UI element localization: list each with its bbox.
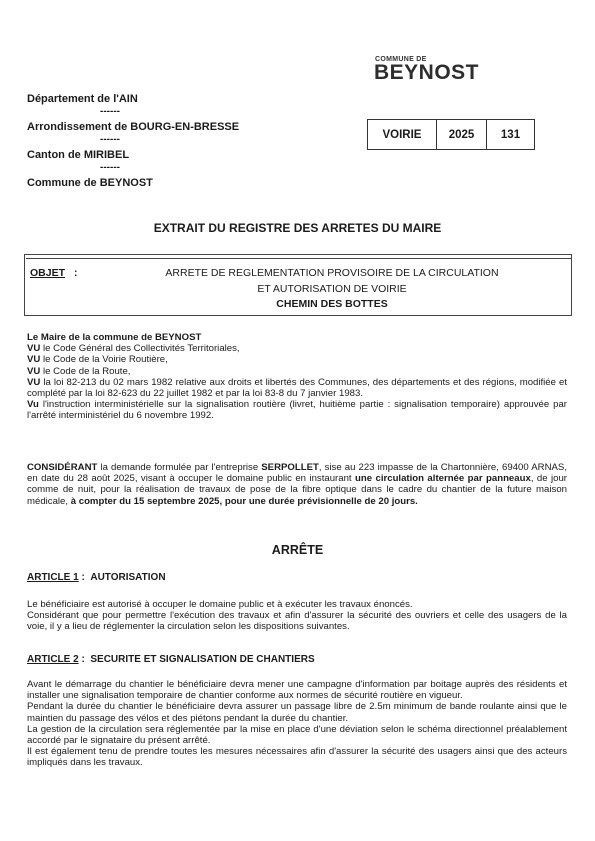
- reference-type: VOIRIE: [368, 120, 437, 149]
- considerant-paragraph: [27, 462, 567, 507]
- considerant-text: , sise au 223 impasse de la Chartonnière, 69400 ARNAS, en date du 28 août 2025, visant à occuper le domaine public en instaurant: [27, 462, 567, 485]
- considerant-emphasis: une circulation alternée par panneaux: [355, 473, 531, 485]
- considerant-text: , de jour comme de nuit, pour la réalisation de travaux de pose de la fibre optique dans le cadre du chantier de la future maison médicale,: [27, 473, 567, 507]
- article-2-heading: [27, 654, 315, 665]
- vu-text: le Code Général des Collectivités Territoriales,: [43, 343, 240, 355]
- vu-text: le Code de la Voirie Routière,: [43, 354, 168, 366]
- article-2-p4: Il est également tenu de prendre toutes les mesures nécessaires afin d'assurer la sécurité des usagers ainsi que des acteurs impliqués dans les travaux.: [27, 746, 567, 769]
- header-departement: Département de l'AIN: [27, 93, 138, 105]
- document-title: EXTRAIT DU REGISTRE DES ARRETES DU MAIRE: [153, 221, 442, 235]
- article-2-p2: Pendant la durée du chantier le bénéficiaire devra assurer un passage libre de 2.5m minimum de bande roulante ainsi que le maintien du passage des vélos et des piétons pendant la durée du chantier.: [27, 701, 567, 724]
- article-1-p2: Considérant que pour permettre l'exécution des travaux et afin d'assurer la sécurité des ouvriers et celle des usagers de la voie, il y a lieu de réglementer la circulation selon les dispositions suivantes.: [27, 610, 567, 633]
- article-1-body: [27, 599, 567, 633]
- vu-text: l'instruction interministérielle sur la signalisation routière (livret, huitième partie : signalisation temporaire) approuvée par l'arrêté interministériel du 6 novembre 1992.: [27, 399, 567, 422]
- objet-line-1: ARRETE DE REGLEMENTATION PROVISOIRE DE LA CIRCULATION: [165, 267, 499, 279]
- vu-label: VU: [27, 354, 41, 366]
- considerant-label: CONSIDÉRANT: [27, 462, 98, 473]
- reference-box: [367, 119, 535, 150]
- article-1-label: ARTICLE 1: [27, 572, 79, 583]
- vu-label: VU: [27, 376, 41, 388]
- vu-label: VU: [27, 365, 41, 377]
- vu-line: [27, 343, 567, 354]
- arrete-heading: ARRÊTE: [271, 543, 324, 557]
- article-2-sep: :: [81, 654, 85, 665]
- objet-colon: :: [74, 267, 78, 279]
- header-arrondissement: Arrondissement de BOURG-EN-BRESSE: [27, 121, 240, 133]
- article-1-sep: :: [81, 572, 85, 583]
- article-1-title: AUTORISATION: [90, 572, 166, 583]
- header-separator: ------: [100, 106, 120, 117]
- vu-text: le Code de la Route,: [43, 365, 131, 377]
- considerant-text: la demande formulée par l'entreprise: [100, 462, 259, 473]
- vu-line: [27, 366, 567, 377]
- article-1-heading: [27, 572, 166, 583]
- company-name: SERPOLLET: [261, 462, 319, 473]
- vu-label: VU: [27, 343, 41, 355]
- article-2-label: ARTICLE 2: [27, 654, 79, 665]
- preamble: [27, 332, 567, 422]
- vu-line: [27, 399, 567, 421]
- vu-line: [27, 377, 567, 399]
- objet-top-rule: [26, 258, 571, 259]
- vu-line: [27, 354, 567, 365]
- logo-caption: COMMUNE DE: [375, 56, 427, 63]
- article-1-p1: Le bénéficiaire est autorisé à occuper le domaine public et à exécuter les travaux énoncés.: [27, 599, 413, 610]
- header-commune: Commune de BEYNOST: [27, 177, 153, 189]
- header-canton: Canton de MIRIBEL: [27, 149, 130, 161]
- reference-number: 131: [500, 128, 521, 141]
- vu-text: la loi 82-213 du 02 mars 1982 relative aux droits et libertés des Communes, des départements et des régions, modifiée et complété par la loi 82-623 du 22 juillet 1982 et par la loi 83-8 du 7 janvier 1983.: [27, 376, 567, 400]
- article-2-p3: La gestion de la circulation sera réglementée par la mise en place d'une déviation selon le schéma directionnel préalablement accordé par le signataire du présent arrêté.: [27, 723, 567, 747]
- vu-label: Vu: [27, 399, 39, 411]
- maire-heading: Le Maire de la commune de BEYNOST: [27, 332, 202, 343]
- objet-label: OBJET: [30, 267, 66, 279]
- objet-line-2: ET AUTORISATION DE VOIRIE: [257, 283, 407, 295]
- article-2-p1: Avant le démarrage du chantier le bénéficiaire devra mener une campagne d'information par boitage auprès des résidents et installer une signalisation temporaire de chantier conforme aux normes de sécurité routière en vigueur.: [27, 679, 567, 702]
- reference-year: 2025: [437, 120, 487, 149]
- objet-line-3: CHEMIN DES BOTTES: [276, 298, 388, 310]
- header-separator: ------: [100, 134, 120, 145]
- considerant-dates: à compter du 15 septembre 2025, pour une durée prévisionnelle de 20 jours.: [70, 495, 418, 507]
- commune-logo: BEYNOST: [374, 61, 480, 84]
- header-separator: ------: [100, 162, 120, 173]
- article-2-title: SECURITE ET SIGNALISATION DE CHANTIERS: [90, 654, 315, 665]
- article-2-body: [27, 679, 567, 769]
